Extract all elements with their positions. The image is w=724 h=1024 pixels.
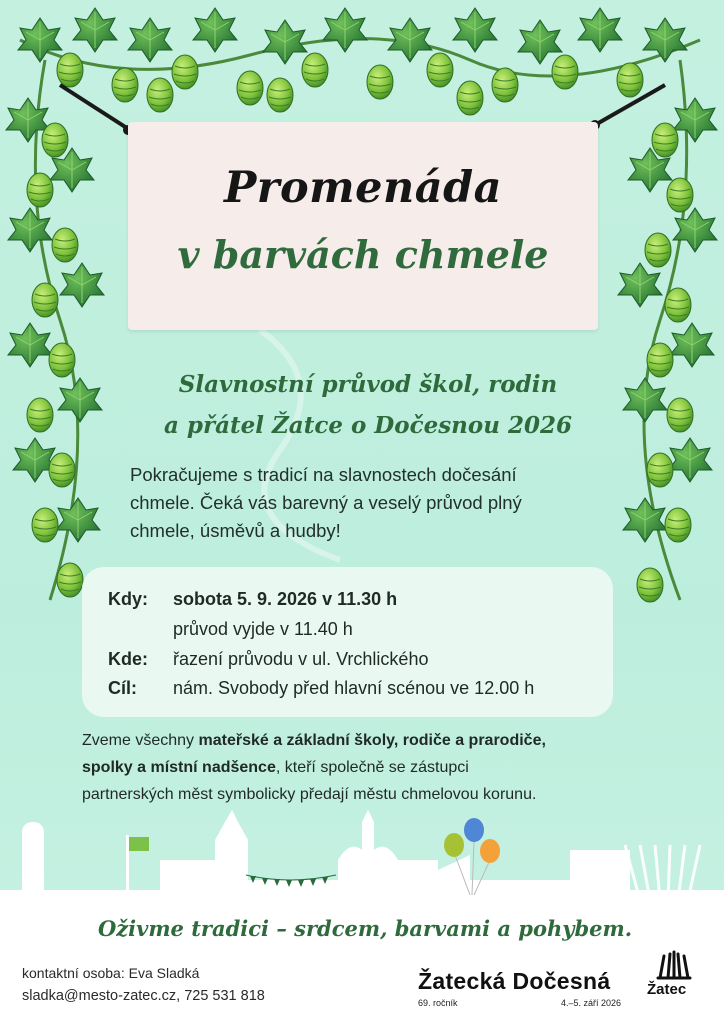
zatec-crown-icon: [654, 950, 694, 980]
page-title-line2: v barvách chmele: [177, 232, 549, 277]
goal-value: nám. Svobody před hlavní scénou ve 12.00 h: [173, 678, 535, 698]
title-banner: [128, 122, 598, 330]
contact-person: kontaktní osoba: Eva Sladká: [22, 965, 200, 981]
subtitle-line1: Slavnostní průvod škol, rodin: [178, 371, 558, 398]
when-value: sobota 5. 9. 2026 v 11.30 h: [173, 589, 398, 609]
invitation-text: [82, 727, 642, 808]
invite-text: Zveme všechny: [82, 732, 199, 749]
departure-value: průvod vyjde v 11.40 h: [173, 619, 353, 639]
flag-icon: [126, 835, 149, 895]
invite-line: [82, 754, 642, 781]
slogan: Oživme tradici – srdcem, barvami a pohybem.: [97, 916, 633, 941]
event-logo: Žatecká Dočesná: [418, 968, 611, 994]
city-logo: Žatec: [647, 981, 687, 998]
goal-label: Cíl:: [108, 678, 137, 698]
invite-text: , kteří společně se zástupci: [275, 759, 469, 776]
intro-text: [130, 461, 600, 545]
subtitle-line2: a přátel Žatce o Dočesnou 2026: [163, 412, 572, 439]
intro-line: chmele, úsměvů a hudby!: [130, 520, 341, 541]
edition-text: 69. ročník: [418, 998, 458, 1008]
page-title: Promenáda: [223, 163, 503, 213]
invite-bold: mateřské a základní školy, rodiče a prarodiče,: [198, 732, 546, 749]
when-label: Kdy:: [108, 589, 148, 609]
invite-line: [82, 727, 642, 754]
intro-line: Pokračujeme s tradicí na slavnostech dočesání: [130, 464, 517, 485]
invite-line: partnerských měst symbolicky předají městu chmelovou korunu.: [82, 786, 537, 803]
intro-line: chmele. Čeká vás barevný a veselý průvod plný: [130, 492, 522, 513]
contact-details: sladka@mesto-zatec.cz, 725 531 818: [22, 988, 265, 1004]
where-value: řazení průvodu v ul. Vrchlického: [173, 649, 429, 669]
dates-text: 4.–5. září 2026: [561, 998, 622, 1008]
where-label: Kde:: [108, 649, 148, 669]
invite-bold: spolky a místní nadšence: [82, 759, 276, 776]
